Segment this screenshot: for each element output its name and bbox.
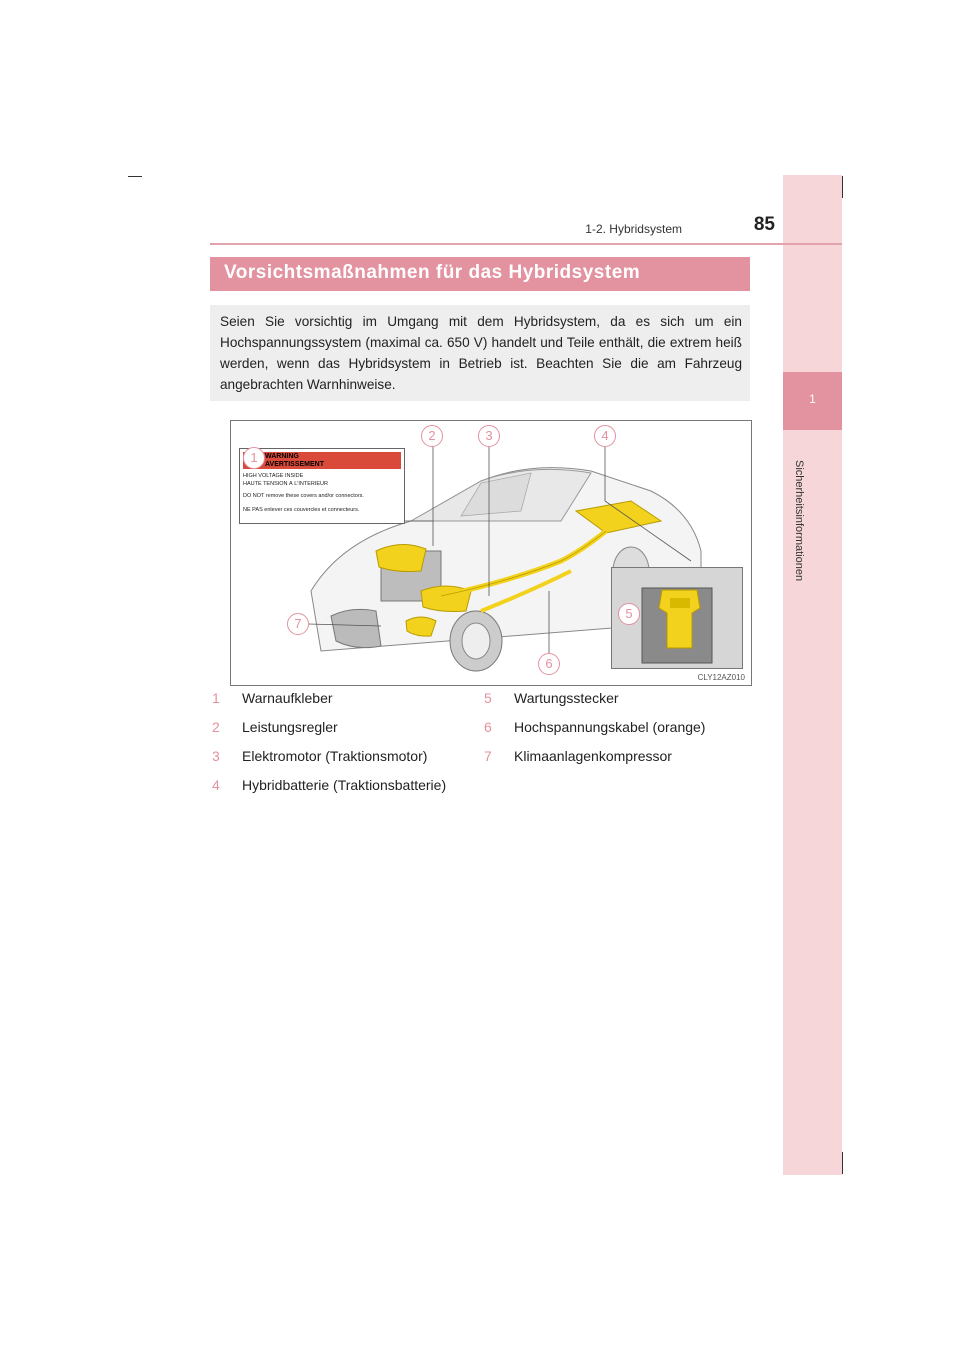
callout-5: 5 [618,603,640,625]
warning-line: DO NOT remove these covers and/or connectors. [243,493,364,499]
warning-line: NE PAS enlever ces couvercles et connecteurs. [243,507,360,513]
legend-text: Hochspannungskabel (orange) [514,719,706,735]
header-rule [210,243,842,245]
crop-mark [128,176,142,177]
chapter-tab [783,175,842,1175]
legend-number: 3 [212,748,220,764]
legend-item [484,748,672,764]
legend-number: 5 [484,690,492,706]
legend-item [212,777,447,793]
callout-2: 2 [421,425,443,447]
hybrid-system-figure [230,420,752,686]
legend-text: Leistungsregler [242,719,338,735]
section-title: 1-2. Hybridsystem [585,222,682,236]
figure-code: CLY12AZ010 [697,673,745,682]
chapter-label: Sicherheitsinformationen [793,460,805,582]
legend-text: Klimaanlagenkompressor [514,748,672,764]
legend-item [212,690,333,706]
warning-line: HIGH VOLTAGE INSIDE [243,473,304,479]
warning-sticker-header [243,452,401,469]
legend-number: 7 [484,748,492,764]
legend-number: 4 [212,777,220,793]
legend-text: Warnaufkleber [242,690,333,706]
legend-item [212,719,338,735]
intro-text: Seien Sie vorsichtig im Umgang mit dem Hybridsystem, da es sich um ein Hochspannungssystem (maximal ca. 650 V) handelt und Teile enthält, die extrem heiß werden, wenn das Hybridsystem in Betrieb ist. Beachten Sie die am Fahrzeug angebrachten Warnhinweise. [220,314,742,392]
page-number: 85 [753,214,775,235]
section-heading [210,257,750,291]
heading-text: Vorsichtsmaßnahmen für das Hybridsystem [224,262,641,283]
legend-text: Wartungsstecker [514,690,619,706]
callout-6: 6 [538,653,560,675]
intro-box [210,305,750,401]
legend-text: Hybridbatterie (Traktionsbatterie) [242,777,447,793]
warning-title: WARNING AVERTISSEMENT [265,453,324,468]
legend-item [484,690,619,706]
callout-7: 7 [287,613,309,635]
legend-number: 2 [212,719,220,735]
callout-4: 4 [594,425,616,447]
legend-text: Elektromotor (Traktionsmotor) [242,748,428,764]
callout-1: 1 [243,447,265,469]
legend-number: 1 [212,690,220,706]
crop-mark [842,176,843,198]
callout-3: 3 [478,425,500,447]
legend-item [484,719,706,735]
chapter-number: 1 [809,392,816,406]
legend-item [212,748,428,764]
crop-mark [842,1152,843,1174]
legend-number: 6 [484,719,492,735]
warning-line: HAUTE TENSION À L'INTÉRIEUR [243,481,328,487]
